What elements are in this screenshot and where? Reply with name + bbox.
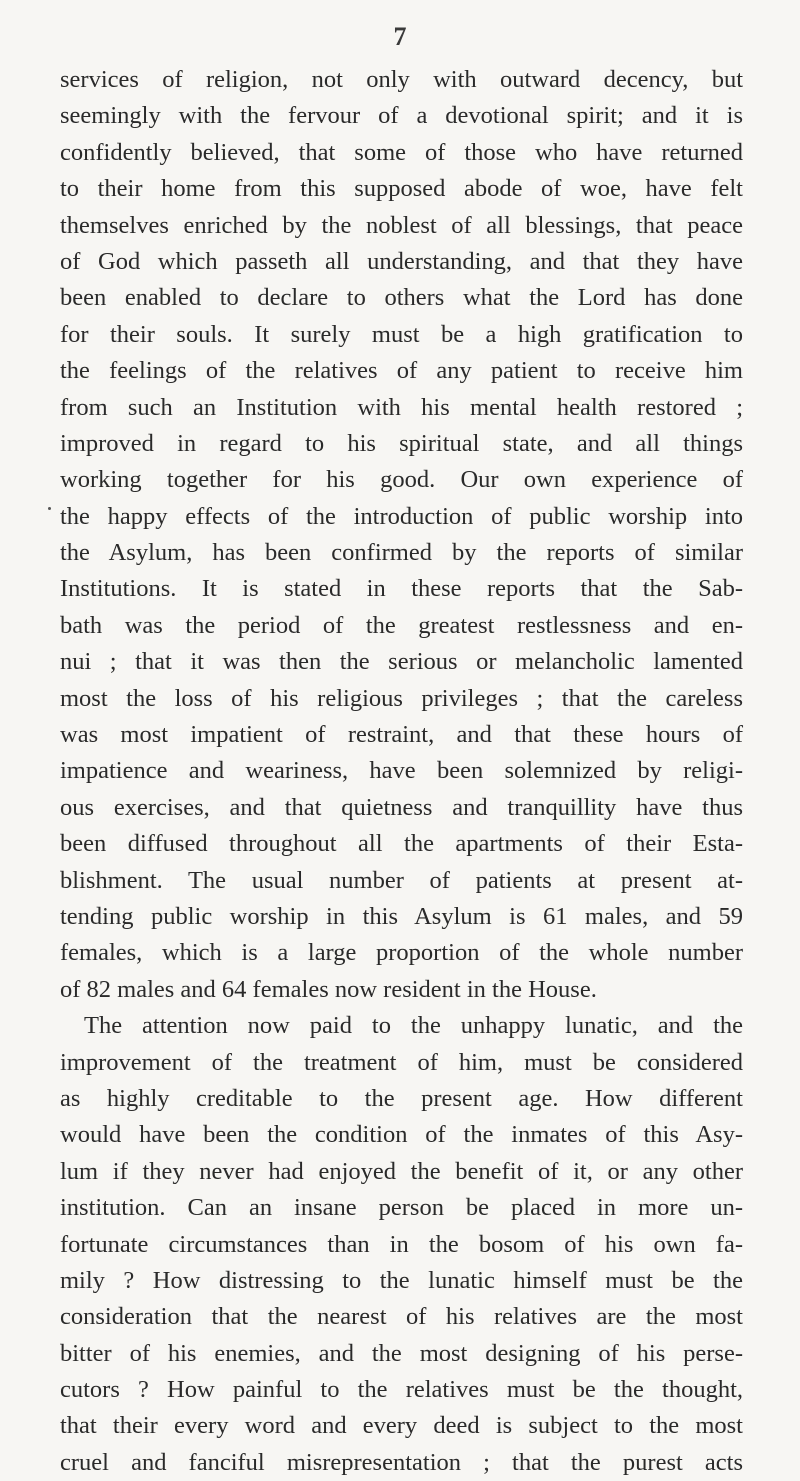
text-line: of 82 males and 64 females now resident in the House. [60,975,597,1003]
text-line: nui ; that it was then the serious or melancholic lamented [60,648,743,676]
text-line: as highly creditable to the present age. How different [60,1084,743,1112]
text-line: to their home from this supposed abode of woe, have felt [60,175,743,203]
text-line: improvement of the treatment of him, must be considered [60,1048,743,1076]
text-line: services of religion, not only with outward decency, but [60,66,743,93]
text-line: bath was the period of the greatest restlessness and en- [60,611,743,639]
text-line: ous exercises, and that quietness and tranquillity have thus [60,793,743,821]
text-line: the Asylum, has been confirmed by the reports of similar [60,539,743,567]
text-line: blishment. The usual number of patients at present at- [60,866,743,894]
text-line: consideration that the nearest of his relatives are the most [60,1303,743,1331]
page-number: 7 [393,22,407,51]
text-line: females, which is a large proportion of the whole number [60,939,743,967]
text-line: was most impatient of restraint, and that these hours of [60,721,743,749]
text-line: mily ? How distressing to the lunatic himself must be the [60,1266,743,1294]
text-line: been enabled to declare to others what the Lord has done [60,284,743,312]
text-line: cutors ? How painful to the relatives must be the thought, [60,1376,743,1404]
text-line: would have been the condition of the inmates of this Asy- [60,1121,743,1149]
margin-mark [48,507,51,510]
text-line: institution. Can an insane person be placed in more un- [60,1194,743,1222]
text-line: themselves enriched by the noblest of all blessings, that peace [60,211,743,239]
text-line: for their souls. It surely must be a high gratification to [60,320,743,348]
text-line: cruel and fanciful misrepresentation ; that the purest acts [60,1448,743,1476]
text-line: of God which passeth all understanding, and that they have [60,247,743,275]
text-line: impatience and weariness, have been solemnized by religi- [60,757,743,785]
text-line: the happy effects of the introduction of public worship into [60,502,743,530]
text-line: fortunate circumstances than in the bosom of his own fa- [60,1230,743,1258]
text-line: bitter of his enemies, and the most designing of his perse- [60,1339,743,1367]
text-line: confidently believed, that some of those who have returned [60,138,743,166]
text-line: most the loss of his religious privileges ; that the careless [60,684,743,712]
text-line: The attention now paid to the unhappy lunatic, and the [84,1012,743,1040]
text-line: tending public worship in this Asylum is 61 males, and 59 [60,902,743,930]
text-line: Institutions. It is stated in these reports that the Sab- [60,575,743,603]
text-line: from such an Institution with his mental health restored ; [60,393,743,421]
text-line: lum if they never had enjoyed the benefit of it, or any other [60,1157,743,1185]
text-line: seemingly with the fervour of a devotional spirit; and it is [60,102,743,130]
text-line: the feelings of the relatives of any patient to receive him [60,357,743,385]
text-line: that their every word and every deed is subject to the most [60,1412,743,1440]
text-line: working together for his good. Our own experience of [60,466,743,494]
text-line: been diffused throughout all the apartments of their Esta- [60,830,743,858]
body-text [60,62,743,1481]
text-line: improved in regard to his spiritual state, and all things [60,429,743,457]
